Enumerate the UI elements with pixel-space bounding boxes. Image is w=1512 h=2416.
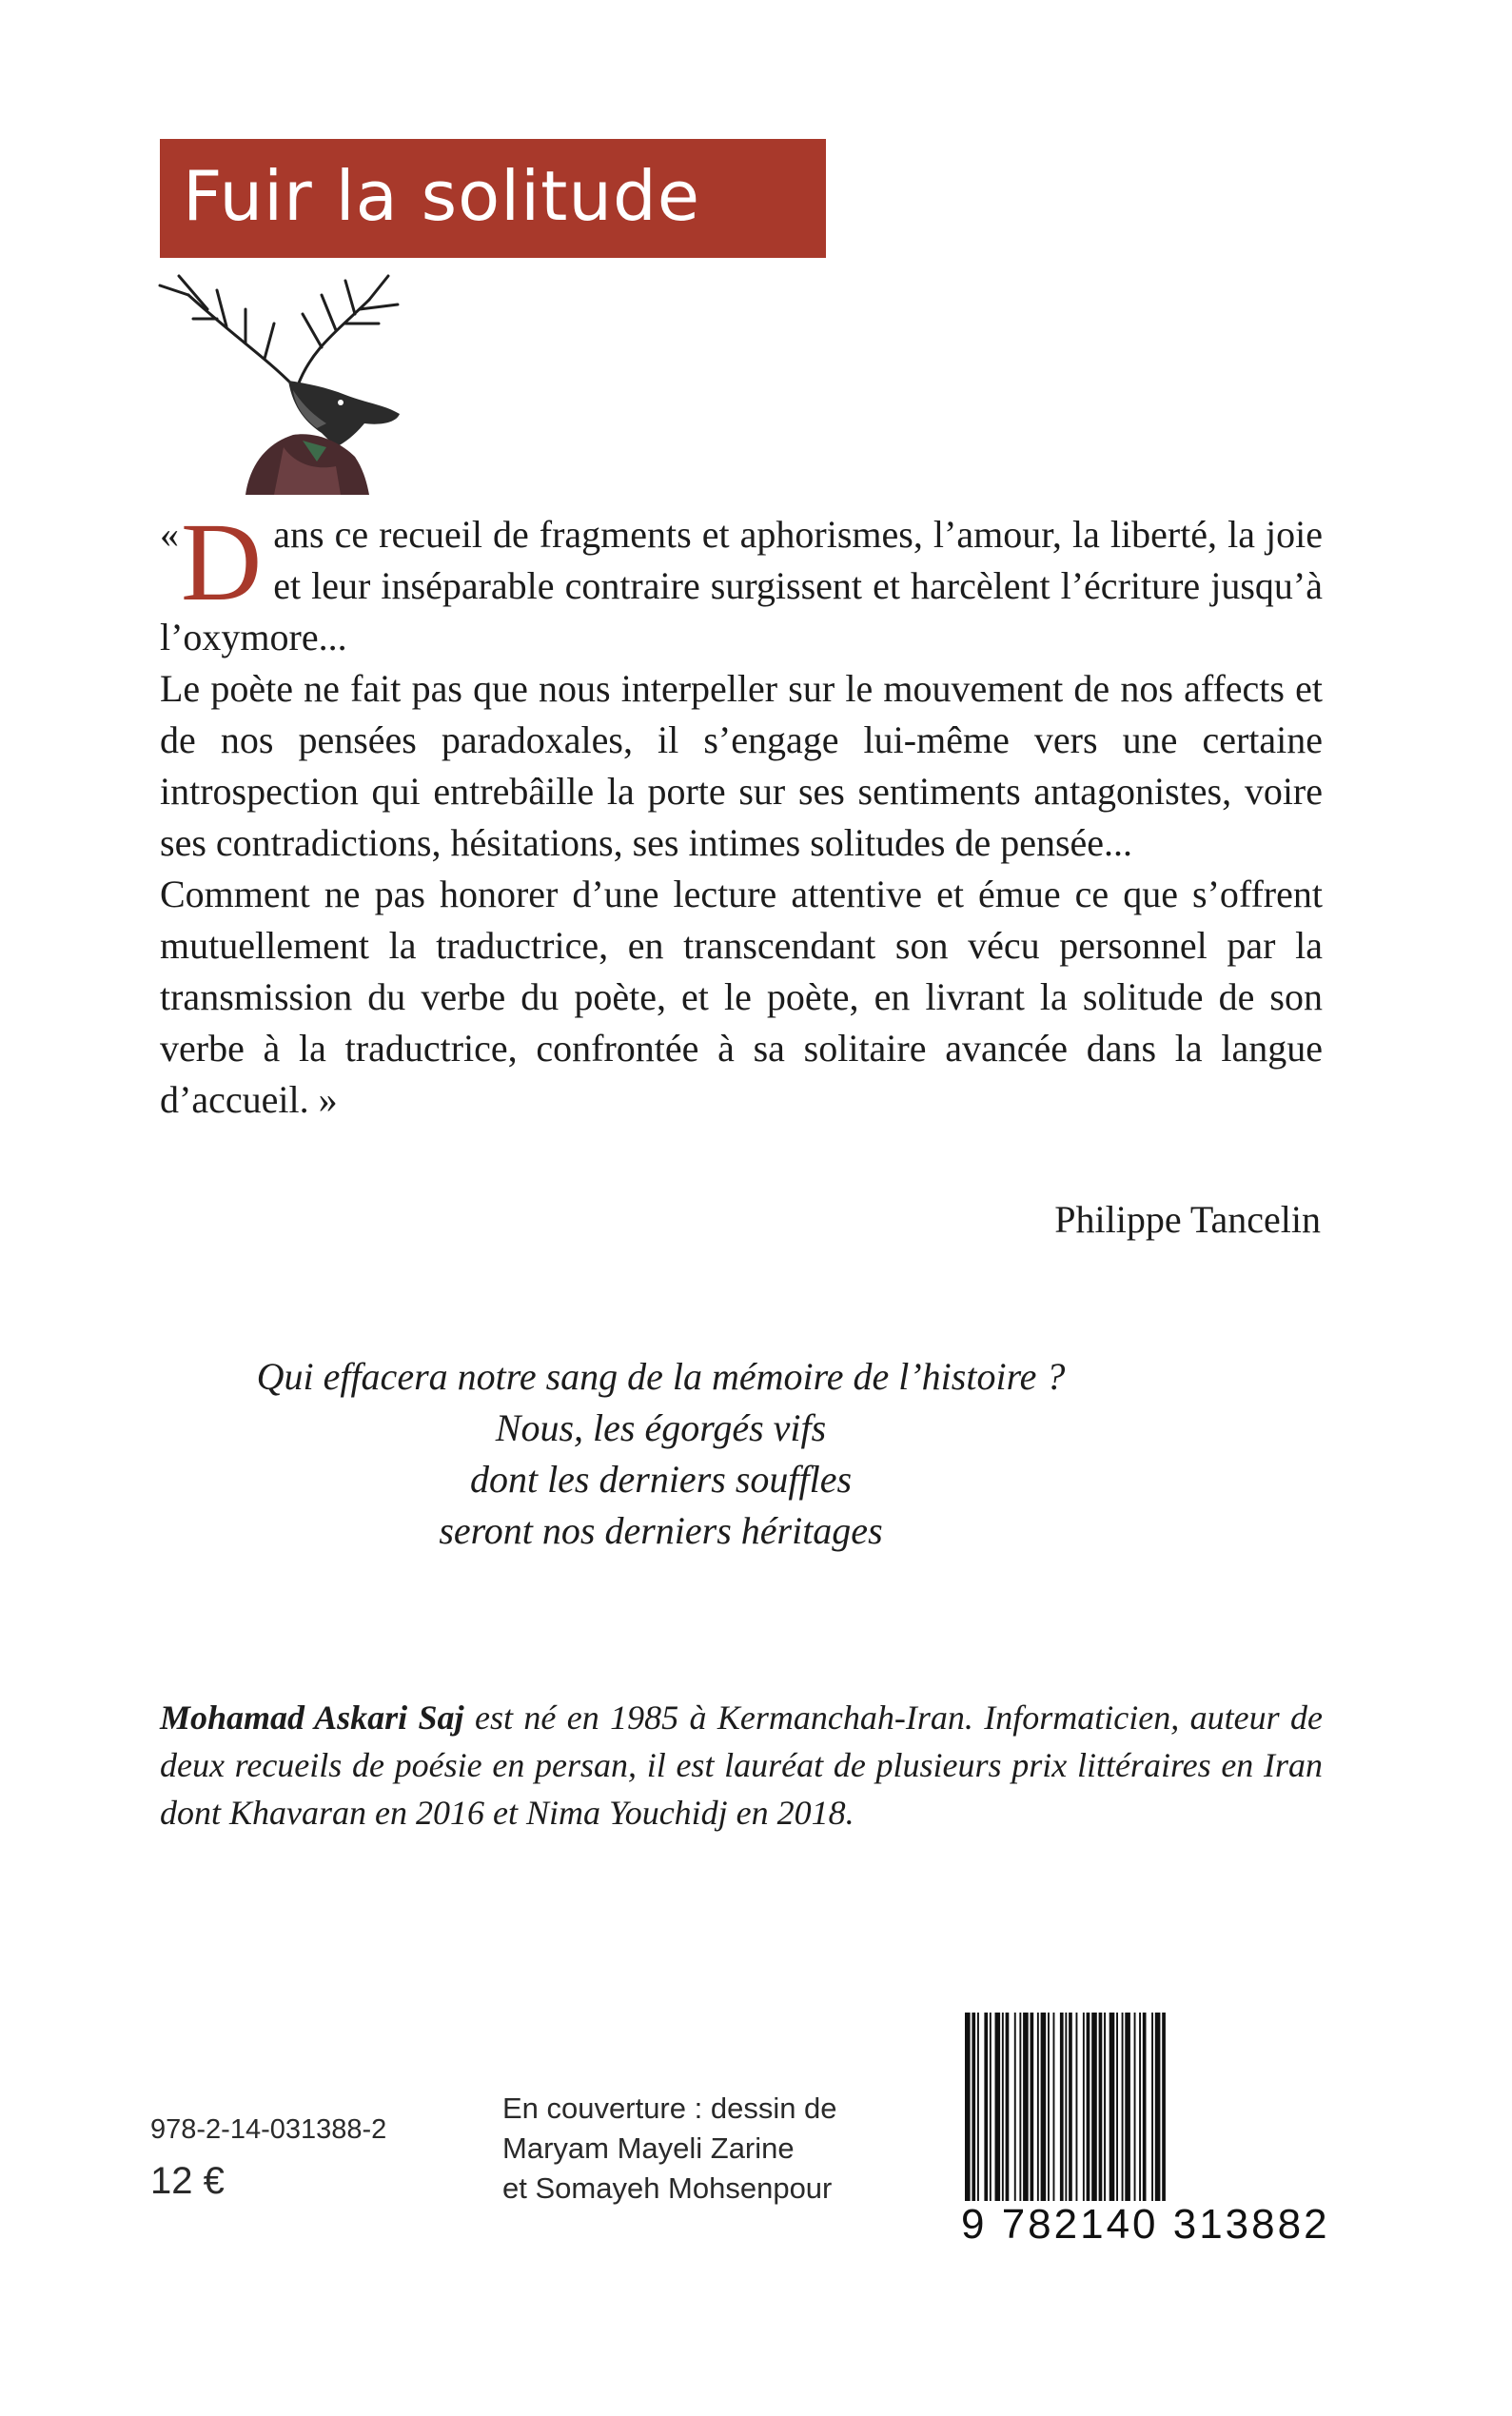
quote-paragraph-1 bbox=[160, 500, 1323, 663]
barcode-bar bbox=[1014, 2013, 1016, 2201]
barcode-bar bbox=[1139, 2013, 1141, 2201]
poem-line: dont les derniers souffles bbox=[469, 1458, 853, 1501]
deer-head-icon bbox=[150, 271, 426, 495]
barcode-bar bbox=[1125, 2013, 1130, 2201]
poem-excerpt bbox=[0, 1351, 1322, 1557]
barcode-bar bbox=[1116, 2013, 1118, 2201]
barcode-icon bbox=[961, 2013, 1326, 2203]
barcode-bar bbox=[990, 2013, 992, 2201]
credits-line: En couverture : dessin de bbox=[502, 2092, 837, 2125]
barcode-bar bbox=[1053, 2013, 1055, 2201]
barcode-bar bbox=[1060, 2013, 1064, 2201]
bio-text: est né en 1985 à Kermanchah-Iran. Informaticien, auteur de deux recueils de poésie en persan, il est lauréat de plusieurs prix littéraires en Iran dont Khavaran en 2016 et Nima Youchidj en 2018. bbox=[160, 1699, 1323, 1832]
drop-cap: D bbox=[181, 500, 263, 624]
poem-line: seront nos derniers héritages bbox=[439, 1509, 883, 1552]
barcode-bar bbox=[1069, 2013, 1072, 2201]
barcode-bar bbox=[1151, 2013, 1153, 2201]
barcode-bar bbox=[1023, 2013, 1029, 2201]
barcode-bar bbox=[1099, 2013, 1103, 2201]
barcode-bar bbox=[1041, 2013, 1047, 2201]
barcode-bar bbox=[1031, 2013, 1034, 2201]
barcode-bar bbox=[972, 2013, 975, 2201]
author-name: Mohamad Askari Saj bbox=[160, 1699, 464, 1737]
author-bio bbox=[160, 1694, 1323, 1837]
barcode-bar bbox=[995, 2013, 1001, 2201]
barcode-bar bbox=[1037, 2013, 1039, 2201]
poem-line: Qui effacera notre sang de la mémoire de l’histoire ? bbox=[256, 1355, 1066, 1398]
barcode-bar bbox=[1162, 2013, 1166, 2201]
barcode-bar bbox=[1006, 2013, 1010, 2201]
credits-line: Maryam Mayeli Zarine bbox=[502, 2131, 795, 2165]
cover-credits bbox=[502, 2089, 837, 2209]
barcode-bar bbox=[1091, 2013, 1097, 2201]
barcode-bar bbox=[1104, 2013, 1106, 2201]
barcode-bar bbox=[965, 2013, 971, 2201]
barcode-bar bbox=[984, 2013, 988, 2201]
poem-line: Nous, les égorgés vifs bbox=[495, 1406, 827, 1449]
barcode-bar bbox=[1019, 2013, 1021, 2201]
quote-block bbox=[160, 500, 1323, 1126]
barcode-bar bbox=[1143, 2013, 1147, 2201]
barcode-bar bbox=[1048, 2013, 1050, 2201]
barcode-bar bbox=[1134, 2013, 1136, 2201]
barcode-digits: 9 782140 313882 bbox=[961, 2201, 1330, 2248]
barcode-bar bbox=[1087, 2013, 1090, 2201]
quote-text-1: ans ce recueil de fragments et aphorismes, l’amour, la liberté, la joie et leur inséparable contraire surgissent et harcèlent l’écriture jusqu’à l’oxymore... bbox=[160, 513, 1323, 658]
isbn-number: 978-2-14-031388-2 bbox=[150, 2114, 387, 2145]
credits-line: et Somayeh Mohsenpour bbox=[502, 2171, 833, 2205]
quote-paragraph-3: Comment ne pas honorer d’une lecture attentive et émue ce que s’offrent mutuellement la traductrice, en transcendant son vécu personnel par la transmission du verbe du poète, et le poète, en livrant la solitude de son verbe à la traductrice, confrontée à sa solitaire avancée dans la langue d’accueil. » bbox=[160, 873, 1323, 1121]
barcode-bar bbox=[1076, 2013, 1078, 2201]
title-banner bbox=[160, 139, 826, 258]
open-quote-mark: « bbox=[160, 513, 179, 556]
barcode-bar bbox=[1109, 2013, 1115, 2201]
quote-attribution: Philippe Tancelin bbox=[1054, 1198, 1321, 1241]
barcode-bar bbox=[1155, 2013, 1161, 2201]
barcode-bar bbox=[977, 2013, 979, 2201]
book-title: Fuir la solitude bbox=[183, 156, 701, 236]
price: 12 € bbox=[150, 2160, 225, 2202]
barcode-bar bbox=[1002, 2013, 1004, 2201]
barcode-bar bbox=[1065, 2013, 1067, 2201]
barcode-bar bbox=[1083, 2013, 1085, 2201]
quote-paragraph-2: Le poète ne fait pas que nous interpeller sur le mouvement de nos affects et de nos pensées paradoxales, il s’engage lui-même vers une certaine introspection qui entrebâille la porte sur ses sentiments antagonistes, voire ses contradictions, hésitations, ses intimes solitudes de pensée... bbox=[160, 667, 1323, 864]
barcode-bar bbox=[1122, 2013, 1124, 2201]
barcode bbox=[961, 2013, 1330, 2248]
